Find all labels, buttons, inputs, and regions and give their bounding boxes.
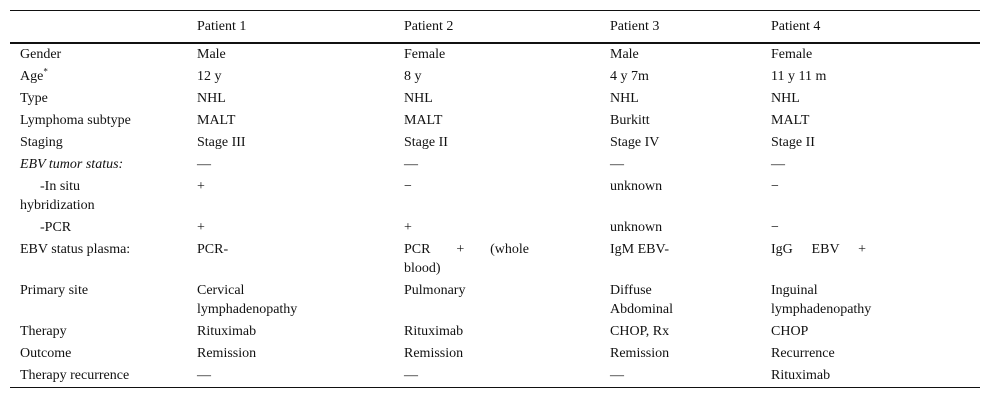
header-patient-4: Patient 4 <box>771 18 821 34</box>
cell: Male <box>197 47 226 62</box>
cell: — <box>404 368 418 383</box>
header-row <box>10 11 980 44</box>
row-staging <box>10 132 980 154</box>
row-label: Outcome <box>20 346 72 361</box>
header-patient-1: Patient 1 <box>197 18 247 34</box>
header-blank <box>10 11 197 44</box>
cell: MALT <box>771 113 810 128</box>
row-label: EBV tumor status: <box>20 157 124 172</box>
cell: — <box>197 157 211 172</box>
row-label: Lymphoma subtype <box>20 113 131 128</box>
row-lymphoma-subtype <box>10 110 980 132</box>
row-label <box>10 217 197 239</box>
patient-table <box>10 10 980 388</box>
cell <box>771 280 980 321</box>
cell: Stage III <box>197 135 246 150</box>
row-gender <box>10 43 980 66</box>
row-ebv-tumor-status <box>10 154 980 176</box>
cell-line2: lymphadenopathy <box>771 302 872 317</box>
row-label <box>10 176 197 217</box>
cell-line2: blood) <box>404 261 441 276</box>
row-therapy-recurrence <box>10 365 980 388</box>
row-therapy <box>10 321 980 343</box>
cell: Stage II <box>404 135 448 150</box>
cell: Pulmonary <box>404 283 466 298</box>
cell: Rituximab <box>197 324 257 339</box>
cell: 4 y 7m <box>610 69 649 84</box>
cell: Female <box>404 47 446 62</box>
cell-line1: Inguinal <box>771 283 818 298</box>
row-label: Therapy <box>20 324 67 339</box>
footnote-marker: * <box>43 66 48 77</box>
cell: — <box>610 368 624 383</box>
cell: + <box>197 220 205 235</box>
row-primary-site <box>10 280 980 321</box>
cell: 8 y <box>404 69 422 84</box>
row-type <box>10 88 980 110</box>
row-ebv-status-plasma <box>10 239 980 280</box>
row-label: Staging <box>20 135 63 150</box>
cell: − <box>404 179 412 194</box>
cell-line2: Abdominal <box>610 302 673 317</box>
cell: NHL <box>197 91 226 106</box>
row-label-text: -PCR <box>40 220 72 235</box>
cell: IgM EBV- <box>610 242 669 257</box>
cell: Stage II <box>771 135 815 150</box>
cell: 11 y 11 m <box>771 69 827 84</box>
cell-line1: PCR + (whole <box>404 242 529 257</box>
cell: − <box>771 179 779 194</box>
row-label: Therapy recurrence <box>20 368 130 383</box>
cell: CHOP <box>771 324 809 339</box>
row-age <box>10 66 980 88</box>
cell: Stage IV <box>610 135 660 150</box>
row-label-line2: hybridization <box>20 198 95 213</box>
cell: MALT <box>404 113 443 128</box>
cell: Male <box>610 47 639 62</box>
cell <box>771 239 980 280</box>
cell: NHL <box>771 91 800 106</box>
cell: Remission <box>197 346 257 361</box>
row-label: EBV status plasma: <box>20 242 131 257</box>
cell: — <box>610 157 624 172</box>
patient-table-container <box>10 10 980 388</box>
cell: Remission <box>610 346 670 361</box>
cell: 12 y <box>197 69 222 84</box>
cell: CHOP, Rx <box>610 324 670 339</box>
row-label: Primary site <box>20 283 89 298</box>
cell <box>610 280 771 321</box>
row-label: Gender <box>20 47 62 62</box>
cell: NHL <box>404 91 433 106</box>
row-outcome <box>10 343 980 365</box>
cell: Female <box>771 47 813 62</box>
cell: NHL <box>610 91 639 106</box>
cell: MALT <box>197 113 236 128</box>
row-in-situ-hybridization <box>10 176 980 217</box>
cell: + <box>404 220 412 235</box>
cell-line2: lymphadenopathy <box>197 302 298 317</box>
cell: Burkitt <box>610 113 650 128</box>
cell-line1: Diffuse <box>610 283 652 298</box>
row-label: Type <box>20 91 48 106</box>
cell: Recurrence <box>771 346 835 361</box>
header-patient-2: Patient 2 <box>404 18 454 34</box>
header-patient-3: Patient 3 <box>610 18 660 34</box>
row-label-text: Age <box>20 69 44 84</box>
cell: unknown <box>610 220 663 235</box>
cell: Rituximab <box>771 368 831 383</box>
cell: Rituximab <box>404 324 464 339</box>
row-pcr <box>10 217 980 239</box>
row-label <box>10 66 197 88</box>
cell: + <box>197 179 205 194</box>
cell <box>197 280 404 321</box>
cell: Remission <box>404 346 464 361</box>
cell-line1: Cervical <box>197 283 245 298</box>
cell: — <box>404 157 418 172</box>
cell: unknown <box>610 179 663 194</box>
cell: PCR- <box>197 242 229 257</box>
row-label-line1: -In situ <box>40 179 81 194</box>
cell: − <box>771 220 779 235</box>
cell-line1: IgG EBV + <box>771 242 866 257</box>
cell <box>404 239 610 280</box>
cell: — <box>197 368 211 383</box>
cell: — <box>771 157 785 172</box>
